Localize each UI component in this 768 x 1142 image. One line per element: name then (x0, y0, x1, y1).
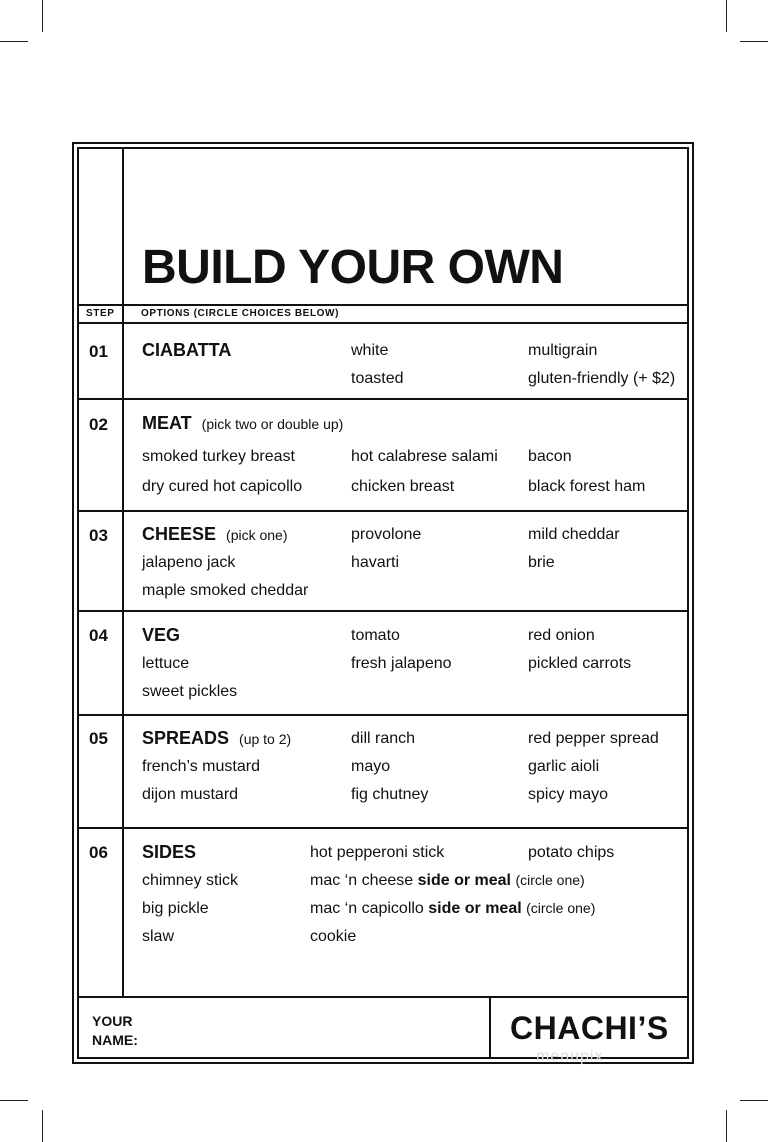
combo-choice: side or meal (428, 900, 522, 917)
name-label: NAME: (92, 1032, 138, 1048)
category-note: (up to 2) (239, 731, 292, 747)
category-title (142, 413, 343, 434)
option-item[interactable]: jalapeno jack (142, 554, 236, 571)
combo-note: (circle one) (515, 872, 585, 888)
category-title (142, 524, 288, 545)
option-item[interactable]: chicken breast (351, 478, 455, 495)
option-item[interactable]: spicy mayo (528, 786, 609, 803)
footer-rule (77, 996, 689, 998)
page-title: BUILD YOUR OWN (142, 241, 564, 294)
brand-logo: CHACHI’S (510, 1010, 669, 1046)
option-item[interactable]: dill ranch (351, 730, 416, 747)
category-name: SPREADS (142, 728, 230, 748)
option-item-combo[interactable] (310, 900, 595, 918)
step-number: 04 (89, 626, 108, 645)
combo-choice: side or meal (417, 872, 511, 889)
crop-mark (740, 41, 768, 42)
step-number: 01 (89, 342, 108, 361)
crop-mark (0, 41, 28, 42)
combo-note: (circle one) (526, 900, 596, 916)
step-number: 02 (89, 415, 108, 434)
option-item[interactable]: chimney stick (142, 872, 239, 889)
options-column-header: OPTIONS (CIRCLE CHOICES BELOW) (141, 308, 339, 319)
option-item[interactable]: tomato (351, 627, 400, 644)
option-item[interactable]: brie (528, 554, 555, 571)
option-item[interactable]: big pickle (142, 900, 209, 917)
option-item[interactable]: dry cured hot capicollo (142, 478, 303, 495)
option-item[interactable]: multigrain (528, 342, 598, 359)
category-note: (pick one) (226, 527, 288, 543)
combo-label: mac ‘n capicollo (310, 900, 424, 917)
your-label: YOUR (92, 1013, 133, 1029)
category-name: MEAT (142, 413, 192, 433)
step-number: 05 (89, 729, 108, 748)
step-number: 06 (89, 843, 108, 862)
category-title: SIDES (142, 842, 197, 862)
option-item[interactable]: cookie (310, 928, 357, 945)
crop-mark (740, 1100, 768, 1101)
category-title: CIABATTA (142, 340, 232, 360)
option-item[interactable]: fig chutney (351, 786, 429, 803)
option-item[interactable]: gluten-friendly (+ $2) (528, 370, 676, 387)
option-item[interactable]: hot pepperoni stick (310, 844, 445, 861)
option-item[interactable]: toasted (351, 370, 404, 387)
section-rule (77, 398, 689, 400)
option-item-combo[interactable] (310, 872, 585, 890)
crop-mark (42, 0, 43, 32)
option-item[interactable]: red pepper spread (528, 730, 659, 747)
option-item[interactable]: slaw (142, 928, 175, 945)
option-item[interactable]: havarti (351, 554, 400, 571)
category-title (142, 728, 291, 749)
watermark: menupix (536, 1048, 604, 1065)
footer-divider (489, 996, 491, 1059)
crop-mark (42, 1110, 43, 1142)
option-item[interactable]: lettuce (142, 655, 190, 672)
category-name: CHEESE (142, 524, 217, 544)
option-item[interactable]: white (351, 342, 389, 359)
option-item[interactable]: pickled carrots (528, 655, 632, 672)
header-rule (77, 322, 689, 324)
category-title: VEG (142, 625, 181, 645)
option-item[interactable]: mayo (351, 758, 391, 775)
option-item[interactable]: red onion (528, 627, 595, 644)
option-item[interactable]: sweet pickles (142, 683, 238, 700)
option-item[interactable]: potato chips (528, 844, 615, 861)
step-number: 03 (89, 526, 108, 545)
section-rule (77, 827, 689, 829)
option-item[interactable]: dijon mustard (142, 786, 239, 803)
your-name-label (92, 1012, 138, 1050)
header-rule (77, 304, 689, 306)
crop-mark (726, 0, 727, 32)
crop-mark (0, 1100, 28, 1101)
option-item[interactable]: black forest ham (528, 478, 646, 495)
option-item[interactable]: french’s mustard (142, 758, 260, 775)
section-rule (77, 610, 689, 612)
section-rule (77, 714, 689, 716)
option-item[interactable]: smoked turkey breast (142, 448, 295, 465)
option-item[interactable]: bacon (528, 448, 572, 465)
option-item[interactable]: hot calabrese salami (351, 448, 498, 465)
option-item[interactable]: provolone (351, 526, 422, 543)
step-column-divider (122, 147, 124, 998)
combo-label: mac ‘n cheese (310, 872, 414, 889)
crop-mark (726, 1110, 727, 1142)
step-column-header: STEP (86, 308, 115, 319)
option-item[interactable]: mild cheddar (528, 526, 620, 543)
option-item[interactable]: garlic aioli (528, 758, 600, 775)
option-item[interactable]: fresh jalapeno (351, 655, 452, 672)
section-rule (77, 510, 689, 512)
option-item[interactable]: maple smoked cheddar (142, 582, 309, 599)
category-note: (pick two or double up) (201, 416, 344, 432)
